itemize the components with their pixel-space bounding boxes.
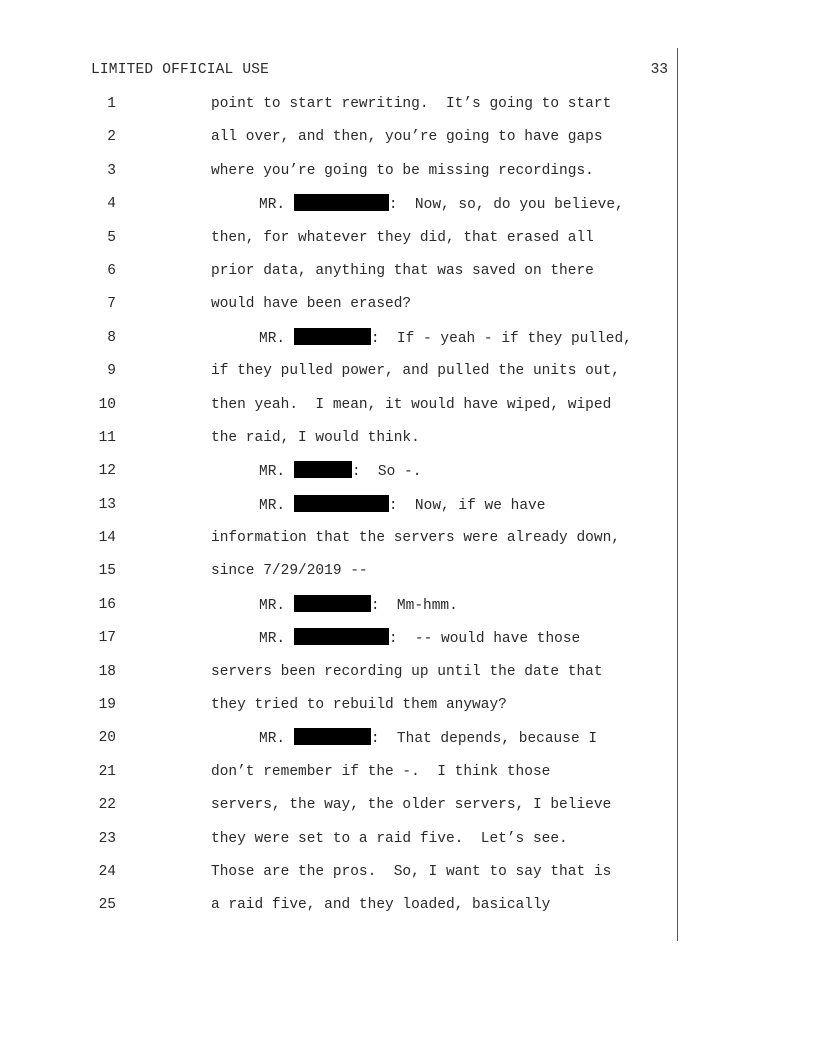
speaker-text: : Now, if we have	[388, 497, 546, 514]
speaker-line	[259, 328, 632, 349]
speaker-title: MR.	[259, 497, 286, 514]
line-number: 22	[98, 797, 116, 814]
speaker-title: MR.	[259, 631, 286, 648]
line-number: 18	[98, 663, 116, 680]
line-number: 9	[107, 363, 116, 380]
line-number: 8	[107, 329, 116, 346]
transcript-line	[0, 862, 816, 895]
line-number: 2	[107, 129, 116, 146]
speaker-line	[259, 495, 545, 516]
line-number: 6	[107, 262, 116, 279]
line-number: 24	[98, 863, 116, 880]
line-text: the raid, I would think.	[211, 429, 420, 446]
redaction-box	[294, 495, 389, 512]
page-number: 33	[650, 62, 668, 78]
speaker-text: : That depends, because I	[370, 731, 598, 748]
line-number: 20	[98, 730, 116, 747]
line-number: 23	[98, 830, 116, 847]
line-number: 13	[98, 496, 116, 513]
speaker-title: MR.	[259, 464, 286, 481]
line-number: 11	[98, 429, 116, 446]
transcript-line	[0, 261, 816, 294]
transcript-line	[0, 194, 816, 227]
speaker-line	[259, 595, 458, 616]
transcript-line	[0, 895, 816, 928]
transcript-line	[0, 628, 816, 661]
line-number: 21	[98, 763, 116, 780]
line-number: 7	[107, 296, 116, 313]
line-number: 25	[98, 897, 116, 914]
speaker-text: : Now, so, do you believe,	[388, 197, 624, 214]
line-number: 12	[98, 463, 116, 480]
redaction-box	[294, 461, 352, 478]
line-text: would have been erased?	[211, 296, 412, 313]
transcript-line	[0, 695, 816, 728]
line-text: where you’re going to be missing recordings.	[211, 162, 594, 179]
line-number: 17	[98, 630, 116, 647]
line-text: a raid five, and they loaded, basically	[211, 897, 551, 914]
transcript-line	[0, 228, 816, 261]
speaker-text: : If - yeah - if they pulled,	[370, 330, 632, 347]
transcript-line	[0, 161, 816, 194]
line-text: point to start rewriting. It’s going to start	[211, 96, 612, 112]
speaker-title: MR.	[259, 597, 286, 614]
line-number: 1	[107, 96, 116, 112]
transcript-line	[0, 428, 816, 461]
line-text: all over, and then, you’re going to have gaps	[211, 129, 603, 146]
transcript-lines	[0, 94, 816, 929]
transcript-line	[0, 829, 816, 862]
line-number: 5	[107, 229, 116, 246]
line-number: 15	[98, 563, 116, 580]
speaker-line	[259, 728, 597, 749]
redaction-box	[294, 728, 371, 745]
transcript-line	[0, 127, 816, 160]
line-number: 10	[98, 396, 116, 413]
redaction-box	[294, 194, 389, 211]
transcript-line	[0, 795, 816, 828]
transcript-line	[0, 595, 816, 628]
transcript-line	[0, 94, 816, 127]
classification-header: LIMITED OFFICIAL USE	[91, 62, 270, 78]
speaker-text: : -- would have those	[388, 631, 581, 648]
line-text: they were set to a raid five. Let’s see.	[211, 830, 568, 847]
speaker-title: MR.	[259, 330, 286, 347]
transcript-line	[0, 495, 816, 528]
line-text: information that the servers were already down,	[211, 530, 620, 547]
redaction-box	[294, 628, 389, 645]
line-number: 19	[98, 697, 116, 714]
transcript-line	[0, 361, 816, 394]
speaker-text: : So -.	[351, 464, 422, 481]
line-text: Those are the pros. So, I want to say that is	[211, 863, 612, 880]
line-text: if they pulled power, and pulled the units out,	[211, 363, 620, 380]
speaker-line	[259, 628, 580, 649]
line-text: they tried to rebuild them anyway?	[211, 697, 507, 714]
line-text: then, for whatever they did, that erased all	[211, 229, 594, 246]
transcript-line	[0, 328, 816, 361]
transcript-line	[0, 294, 816, 327]
line-text: don’t remember if the -. I think those	[211, 763, 551, 780]
redaction-box	[294, 328, 371, 345]
redaction-box	[294, 595, 371, 612]
speaker-text: : Mm-hmm.	[370, 597, 458, 614]
transcript-line	[0, 461, 816, 494]
transcript-line	[0, 561, 816, 594]
transcript-line	[0, 662, 816, 695]
line-text: prior data, anything that was saved on there	[211, 262, 594, 279]
speaker-title: MR.	[259, 197, 286, 214]
line-number: 3	[107, 162, 116, 179]
speaker-line	[259, 461, 421, 482]
transcript-line	[0, 728, 816, 761]
line-text: servers been recording up until the date that	[211, 663, 603, 680]
line-text: since 7/29/2019 --	[211, 563, 368, 580]
transcript-line	[0, 395, 816, 428]
line-number: 14	[98, 530, 116, 547]
speaker-line	[259, 194, 624, 215]
transcript-line	[0, 762, 816, 795]
line-text: servers, the way, the older servers, I believe	[211, 797, 612, 814]
line-text: then yeah. I mean, it would have wiped, wiped	[211, 396, 612, 413]
transcript-line	[0, 528, 816, 561]
line-number: 16	[98, 596, 116, 613]
line-number: 4	[107, 196, 116, 213]
speaker-title: MR.	[259, 731, 286, 748]
